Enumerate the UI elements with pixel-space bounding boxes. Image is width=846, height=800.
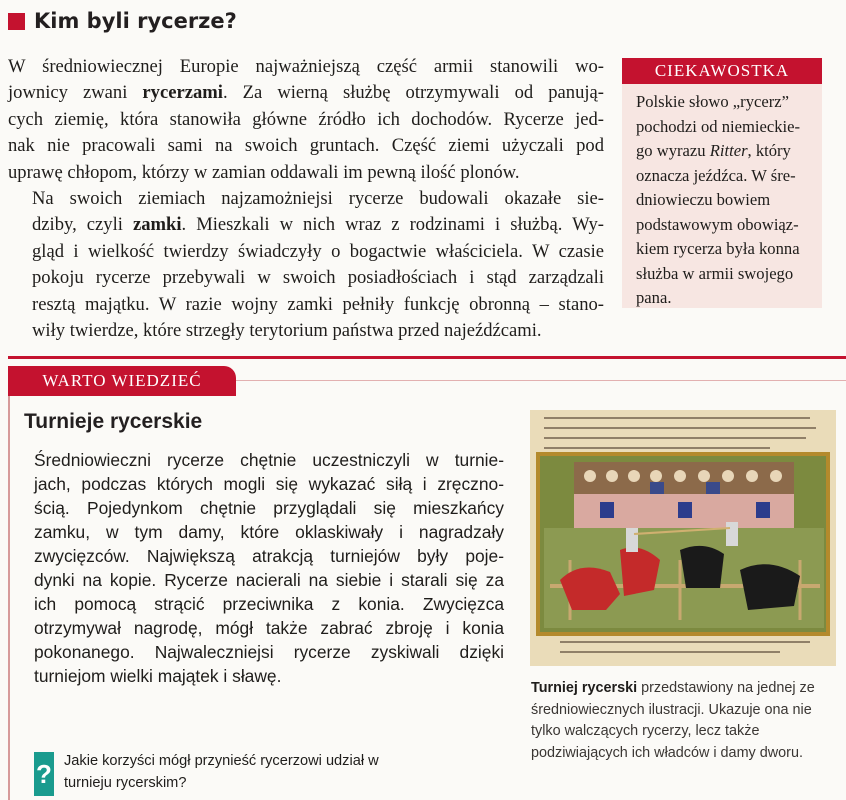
- did-you-know-tab: WARTO WIEDZIEĆ: [8, 366, 236, 396]
- fun-fact-line: pana.: [636, 288, 672, 307]
- fun-fact-header: CIEKAWOSTKA: [622, 58, 822, 84]
- key-term: zamki: [132, 214, 182, 236]
- red-square-icon: [8, 13, 25, 30]
- fun-fact-line: służba w armii swojego: [636, 263, 794, 283]
- section-divider: [8, 356, 846, 359]
- box-text: [34, 448, 504, 688]
- box-title: Turnieje rycerskie: [24, 410, 203, 433]
- tournament-illustration: [530, 410, 836, 666]
- box-border-left: [8, 396, 10, 800]
- main-text: [8, 54, 604, 344]
- fun-fact-text: [636, 90, 816, 311]
- fun-fact-line: oznacza jeźdźca. W śre-: [636, 165, 796, 185]
- key-term: rycerzami: [142, 82, 223, 104]
- main-line: uprawę chłopom, którzy w zamian oddawali im pewną ilość plonów.: [8, 161, 520, 183]
- box-line: ścią. Pojedynkom chętnie przyglądali się mieszkańcy: [34, 498, 504, 518]
- paragraph-2: [8, 186, 604, 344]
- fun-fact-line: podstawowym obowiąz-: [636, 214, 799, 234]
- manuscript-image: [530, 410, 836, 666]
- caption-bold: Turniej rycerski: [531, 680, 638, 696]
- box-line: jach, podczas których mogli się wykazać siłą i zręczno-: [34, 474, 504, 494]
- section-header: [8, 7, 237, 35]
- box-border-top: [236, 380, 846, 381]
- illustration-caption: [531, 678, 837, 764]
- fun-fact-line: go wyrazu Ritter, który: [636, 141, 791, 160]
- question-icon: ?: [34, 752, 54, 796]
- box-line: pokonanego. Najwaleczniejsi rycerze zyskiwali dzięki: [34, 642, 504, 662]
- fun-fact-line: Polskie słowo „rycerz”: [636, 92, 789, 111]
- main-line: nak nie pracowali sami na swoich gruntach. Część ziemi użyczali pod: [8, 135, 604, 157]
- box-line: Średniowieczni rycerze chętnie uczestniczyli w turnie-: [34, 450, 504, 470]
- box-line: zamku, w tym damy, które oklaskiwały i nagradzały: [34, 522, 504, 542]
- main-line: resztą majątku. W razie wojny zamki pełniły funkcję obronną – stano-: [32, 293, 604, 315]
- main-line: cych ziemię, która stanowiła główne źródło ich dochodów. Rycerze jed-: [8, 108, 604, 130]
- box-line: dynki na kopie. Rycerze nacierali na siebie i starali się za: [34, 570, 504, 590]
- paragraph-1: [8, 54, 604, 186]
- main-line: dziby, czyli zamki. Mieszkali w nich wraz z rodzinami i służbą. Wy-: [32, 214, 604, 236]
- box-line: ich pomocą strącić przeciwnika z konia. Zwycięzca: [34, 594, 504, 614]
- question-text: Jakie korzyści mógł przynieść rycerzowi udział w turnieju rycerskim?: [64, 753, 379, 791]
- fun-fact-line: kiem rycerza była konna: [636, 239, 800, 258]
- main-line: gląd i wielkość twierdzy świadczyły o bogactwie właściciela. W czasie: [32, 240, 604, 262]
- box-line: otrzymywał nagrodę, mógł także zabrać zbroję i konia: [34, 618, 504, 638]
- caption-text: przedstawiony na jednej ze średniowiecznych ilustracji. Ukazuje ona nie tylko walczących rycerzy, lecz także podziwiających ich władców i damy dworu.: [531, 680, 815, 761]
- box-line: turniejom wielki majątek i sławę.: [34, 666, 282, 686]
- main-line: jownicy zwani rycerzami. Za wierną służbę otrzymywali od panują-: [8, 82, 604, 104]
- box-line: zwycięzców. Największą atrakcją turniejów były poje-: [34, 546, 504, 566]
- section-title: Kim byli rycerze?: [34, 9, 237, 33]
- main-line: W średniowiecznej Europie najważniejszą część armii stanowili wo-: [8, 56, 604, 77]
- main-line: wiły twierdze, które strzegły terytorium państwa przed najeźdźcami.: [32, 320, 542, 342]
- fun-fact-line: dniowieczu bowiem: [636, 190, 771, 209]
- main-line: pokoju rycerze przebywali w swoich posiadłościach i stąd zarządzali: [32, 267, 604, 289]
- fun-fact-line: pochodzi od niemieckie-: [636, 116, 801, 136]
- fun-fact-box: [622, 58, 822, 308]
- main-line: Na swoich ziemiach najzamożniejsi rycerze budowali okazałe sie-: [32, 188, 604, 210]
